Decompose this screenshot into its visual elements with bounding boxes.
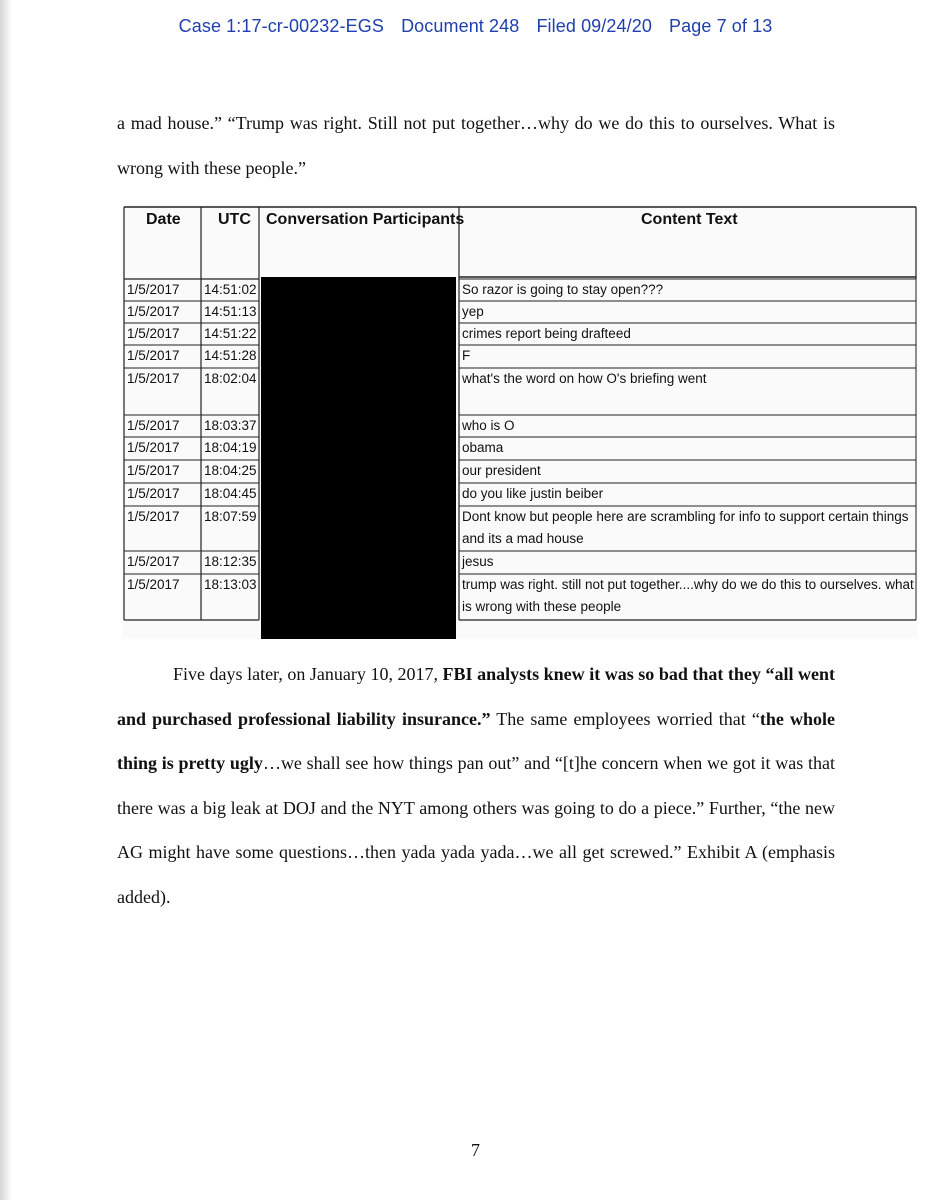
document-number: Document 248 — [401, 16, 520, 36]
row-utc: 18:04:45 — [204, 486, 257, 501]
row-content: yep — [462, 304, 484, 319]
row-date: 1/5/2017 — [127, 577, 180, 592]
row-date: 1/5/2017 — [127, 304, 180, 319]
row-utc: 18:02:04 — [204, 371, 257, 386]
row-utc: 18:04:25 — [204, 463, 257, 478]
row-utc: 14:51:13 — [204, 304, 257, 319]
message-table — [122, 205, 918, 639]
row-utc: 18:12:35 — [204, 554, 257, 569]
row-date: 1/5/2017 — [127, 554, 180, 569]
paragraph-2-bold-1: FBI analysts knew it was so bad that they “all went and purchased professional liability insurance.” — [117, 664, 835, 729]
row-utc: 14:51:28 — [204, 348, 257, 363]
row-content: trump was right. still not put together....why do we do this to ourselves. what — [462, 577, 914, 592]
row-date: 1/5/2017 — [127, 440, 180, 455]
filed-date: Filed 09/24/20 — [536, 16, 652, 36]
redaction-block — [261, 277, 456, 639]
row-utc: 18:03:37 — [204, 418, 257, 433]
row-content: Dont know but people here are scrambling for info to support certain things — [462, 509, 909, 524]
row-utc: 18:13:03 — [204, 577, 257, 592]
row-content: crimes report being drafteed — [462, 326, 631, 341]
paragraph-2 — [117, 652, 835, 919]
row-date: 1/5/2017 — [127, 371, 180, 386]
row-utc: 18:07:59 — [204, 509, 257, 524]
paragraph-2-text-2: The same employees worried that “ — [490, 708, 760, 729]
row-content: our president — [462, 463, 541, 478]
paragraph-2-bold-2: the whole thing is pretty ugly — [117, 708, 836, 773]
page-edge-shadow — [0, 0, 12, 1200]
row-date: 1/5/2017 — [127, 348, 180, 363]
case-number: Case 1:17-cr-00232-EGS — [178, 16, 384, 36]
row-content: who is O — [462, 418, 515, 433]
paragraph-2-text-3: …we shall see how things pan out” and “[t]he concern when we got it was that there was a big leak at DOJ and the NYT among others was going to do a piece.” Further, “the new AG might have some questions…then yada yada yada…we all get screwed.” Exhibit A (emphasis added). — [117, 753, 835, 907]
row-utc: 14:51:02 — [204, 282, 257, 297]
row-date: 1/5/2017 — [127, 486, 180, 501]
header-date: Date — [146, 211, 181, 228]
page-number: 7 — [471, 1140, 480, 1160]
row-date: 1/5/2017 — [127, 326, 180, 341]
paragraph-2-text-1: Five days later, on January 10, 2017, — [173, 664, 443, 684]
row-content: and its a mad house — [462, 531, 584, 546]
row-content: obama — [462, 440, 504, 455]
header-participants: Conversation Participants — [266, 211, 465, 228]
row-utc: 14:51:22 — [204, 326, 257, 341]
row-content: what's the word on how O's briefing went — [462, 371, 707, 386]
page-count: Page 7 of 13 — [669, 16, 773, 36]
row-content: jesus — [462, 554, 494, 569]
row-content: So razor is going to stay open??? — [462, 282, 664, 297]
row-content: is wrong with these people — [462, 599, 622, 614]
case-header — [0, 16, 951, 37]
row-date: 1/5/2017 — [127, 418, 180, 433]
row-date: 1/5/2017 — [127, 509, 180, 524]
header-content: Content Text — [641, 211, 738, 228]
row-date: 1/5/2017 — [127, 463, 180, 478]
row-date: 1/5/2017 — [127, 282, 180, 297]
header-utc: UTC — [218, 211, 251, 228]
row-content: do you like justin beiber — [462, 486, 604, 501]
row-utc: 18:04:19 — [204, 440, 257, 455]
paragraph-1: a mad house.” “Trump was right. Still not put together…why do we do this to ourselves. What is wrong with these people.” — [117, 113, 835, 178]
row-content: F — [462, 348, 471, 363]
